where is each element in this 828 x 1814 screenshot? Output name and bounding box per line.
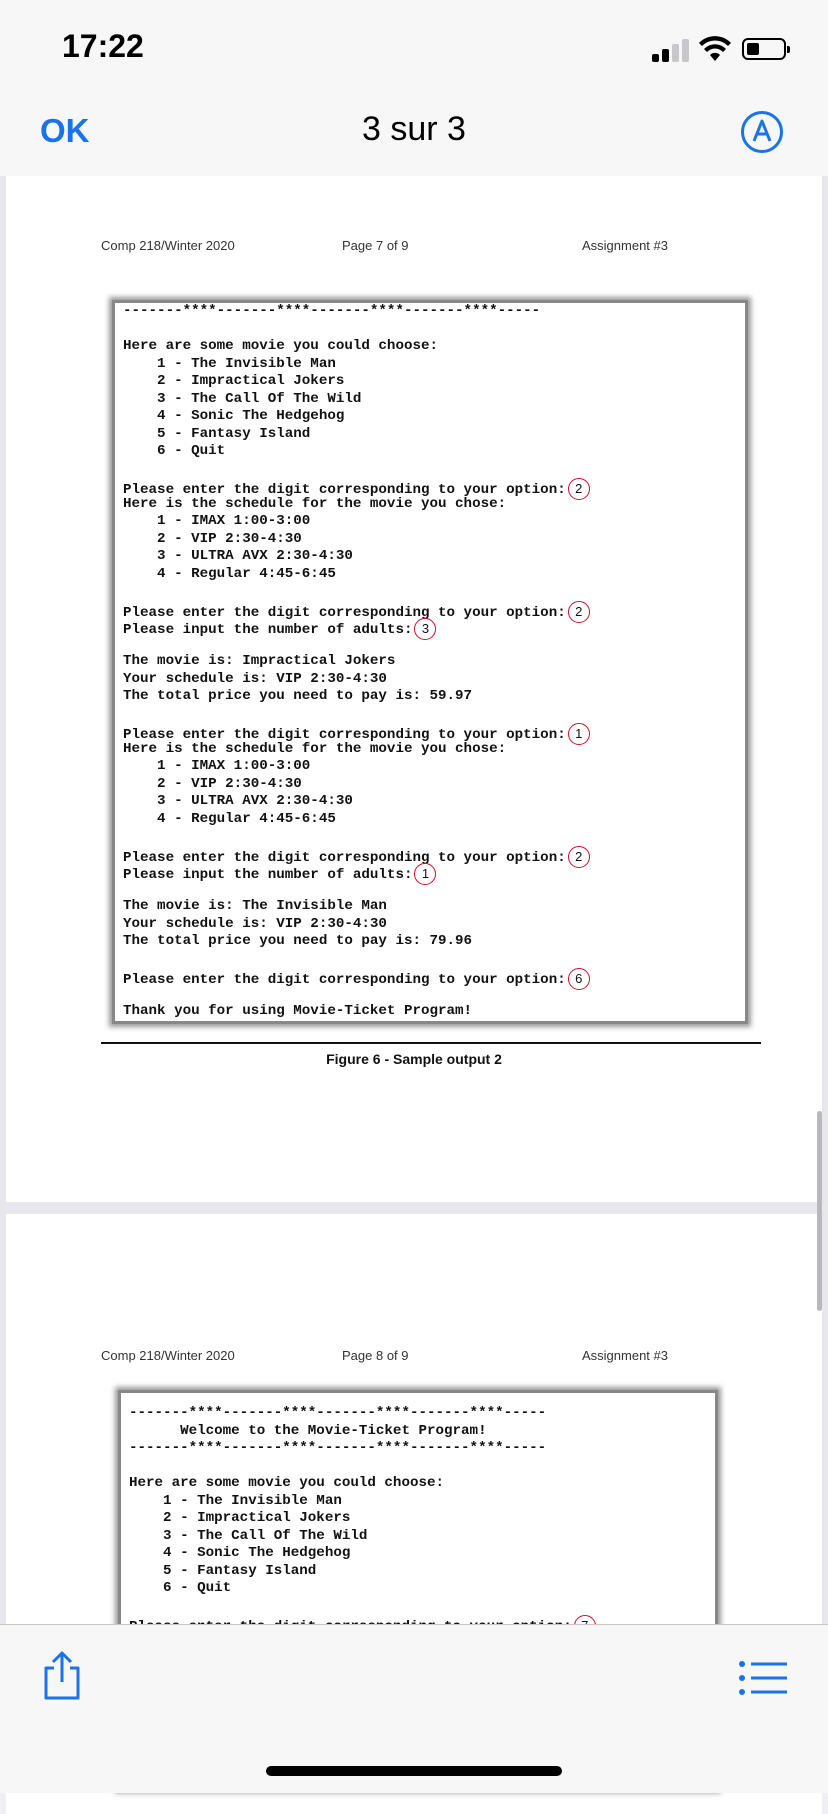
console-line bbox=[123, 426, 745, 444]
console-line bbox=[123, 373, 745, 391]
console-line bbox=[129, 1580, 715, 1598]
console-line-text: 2 - VIP 2:30-4:30 bbox=[123, 530, 302, 547]
figure-rule bbox=[101, 1042, 761, 1044]
console-line bbox=[123, 443, 745, 461]
console-line bbox=[123, 356, 745, 374]
console-line-text: 3 - ULTRA AVX 2:30-4:30 bbox=[123, 793, 353, 809]
console-line bbox=[123, 478, 745, 496]
console-line bbox=[129, 1458, 715, 1476]
circled-user-input: 2 bbox=[568, 846, 590, 868]
circled-user-input: 2 bbox=[568, 478, 590, 500]
console-line-text: 4 - Sonic The Hedgehog bbox=[129, 1545, 351, 1561]
console-line-text: The total price you need to pay is: 79.96 bbox=[123, 933, 473, 949]
document-viewer[interactable] bbox=[0, 176, 828, 1624]
console-line bbox=[123, 706, 745, 724]
console-line bbox=[129, 1475, 715, 1493]
console-line-text: Welcome to the Movie-Ticket Program! bbox=[129, 1422, 487, 1439]
status-time: 17:22 bbox=[62, 28, 144, 64]
console-line-text: 5 - Fantasy Island bbox=[123, 425, 311, 442]
markup-pen-icon[interactable] bbox=[740, 110, 784, 154]
page-indicator-title: 3 sur 3 bbox=[362, 110, 466, 148]
console-line bbox=[129, 1563, 715, 1581]
console-line bbox=[123, 321, 745, 339]
battery-icon bbox=[742, 38, 786, 60]
vertical-scrollbar[interactable] bbox=[817, 1111, 822, 1311]
page-header-page-number: Page 7 of 9 bbox=[342, 238, 409, 253]
status-bar bbox=[0, 0, 828, 90]
console-line-text: 2 - Impractical Jokers bbox=[123, 373, 345, 389]
console-line-text: Here are some movie you could choose: bbox=[129, 1475, 445, 1491]
console-line bbox=[123, 776, 745, 794]
console-line-text: Please enter the digit corresponding to your option: bbox=[123, 971, 566, 988]
console-line bbox=[123, 951, 745, 969]
home-indicator[interactable] bbox=[266, 1766, 562, 1776]
console-line bbox=[123, 636, 745, 654]
page-header-assignment: Assignment #3 bbox=[582, 238, 668, 253]
console-line-text: Here is the schedule for the movie you chose: bbox=[123, 495, 507, 512]
document-page-7 bbox=[6, 176, 822, 1202]
share-icon[interactable] bbox=[40, 1650, 84, 1702]
table-of-contents-icon[interactable] bbox=[738, 1660, 788, 1696]
console-line-text: 4 - Regular 4:45-6:45 bbox=[123, 565, 336, 582]
console-line bbox=[123, 566, 745, 584]
console-line bbox=[123, 863, 745, 881]
console-line-text: Please enter the digit corresponding to your option: bbox=[123, 726, 566, 743]
console-line-text: The total price you need to pay is: 59.97 bbox=[123, 688, 473, 704]
console-line bbox=[123, 811, 745, 829]
console-line-text: 6 - Quit bbox=[123, 443, 226, 459]
console-line-text: -------****-------****-------****-------****----- bbox=[123, 303, 541, 319]
console-line bbox=[123, 408, 745, 426]
console-line bbox=[129, 1545, 715, 1563]
figure-caption: Figure 6 - Sample output 2 bbox=[326, 1051, 502, 1067]
console-line bbox=[123, 846, 745, 864]
console-line bbox=[123, 741, 745, 759]
console-line bbox=[123, 461, 745, 479]
console-line-text: 4 - Sonic The Hedgehog bbox=[123, 408, 345, 424]
wifi-icon bbox=[698, 35, 732, 63]
page-header-assignment: Assignment #3 bbox=[582, 1348, 668, 1363]
console-line bbox=[129, 1598, 715, 1616]
console-line bbox=[123, 828, 745, 846]
console-line-text: -------****-------****-------****-------****----- bbox=[129, 1440, 547, 1456]
console-line-text: Please enter the digit corresponding to your option: bbox=[123, 481, 566, 498]
console-line-text: Please enter the digit corresponding to your option: bbox=[123, 849, 566, 866]
console-line bbox=[129, 1405, 715, 1423]
console-line bbox=[123, 601, 745, 619]
console-line-text: Thank you for using Movie-Ticket Program! bbox=[123, 1003, 473, 1019]
console-line bbox=[129, 1493, 715, 1511]
ok-button[interactable]: OK bbox=[40, 112, 90, 149]
circled-user-input: 6 bbox=[568, 968, 590, 990]
console-line-text: Here are some movie you could choose: bbox=[123, 338, 439, 354]
console-line bbox=[123, 496, 745, 514]
console-line-text: Please enter the digit corresponding to your option: bbox=[123, 604, 566, 621]
console-line-text: Please input the number of adults: bbox=[123, 621, 413, 638]
page-header-course: Comp 218/Winter 2020 bbox=[101, 1348, 235, 1363]
console-line-text: Your schedule is: VIP 2:30-4:30 bbox=[123, 670, 387, 687]
console-line bbox=[123, 303, 745, 321]
console-line-text: 3 - The Call Of The Wild bbox=[129, 1527, 368, 1544]
console-line-text: The movie is: Impractical Jokers bbox=[123, 653, 396, 669]
console-line bbox=[129, 1528, 715, 1546]
console-line bbox=[123, 583, 745, 601]
console-line bbox=[123, 513, 745, 531]
console-line-text: 6 - Quit bbox=[129, 1580, 232, 1596]
console-line bbox=[129, 1440, 715, 1458]
console-line bbox=[123, 986, 745, 1004]
circled-user-input: 1 bbox=[414, 863, 436, 885]
circled-user-input: 3 bbox=[414, 618, 436, 640]
console-line bbox=[123, 653, 745, 671]
circled-user-input: 1 bbox=[568, 723, 590, 745]
page-header-page-number: Page 8 of 9 bbox=[342, 1348, 409, 1363]
console-line-text: Here is the schedule for the movie you chose: bbox=[123, 740, 507, 757]
console-line bbox=[123, 391, 745, 409]
console-line bbox=[123, 1003, 745, 1021]
console-line bbox=[123, 898, 745, 916]
console-line bbox=[123, 723, 745, 741]
console-line bbox=[123, 793, 745, 811]
console-line-text: 1 - The Invisible Man bbox=[123, 355, 336, 372]
console-line-text: Your schedule is: VIP 2:30-4:30 bbox=[123, 915, 387, 932]
console-line-text: The movie is: The Invisible Man bbox=[123, 898, 387, 914]
console-output-screenshot bbox=[112, 300, 748, 1024]
console-line bbox=[123, 916, 745, 934]
console-line bbox=[123, 548, 745, 566]
console-line-text: 3 - The Call Of The Wild bbox=[123, 390, 362, 407]
console-line-text: 4 - Regular 4:45-6:45 bbox=[123, 810, 336, 827]
console-line-text: 2 - VIP 2:30-4:30 bbox=[123, 775, 302, 792]
console-line bbox=[123, 933, 745, 951]
console-line bbox=[129, 1510, 715, 1528]
console-line bbox=[123, 881, 745, 899]
console-line bbox=[123, 758, 745, 776]
console-line-text: Please input the number of adults: bbox=[123, 866, 413, 883]
console-line bbox=[123, 671, 745, 689]
console-line-text: 1 - IMAX 1:00-3:00 bbox=[123, 758, 311, 774]
cellular-signal-icon bbox=[652, 38, 692, 62]
console-line bbox=[129, 1423, 715, 1441]
console-line-text: 5 - Fantasy Island bbox=[129, 1562, 317, 1579]
console-line bbox=[123, 531, 745, 549]
circled-user-input: 2 bbox=[568, 601, 590, 623]
console-line bbox=[123, 338, 745, 356]
console-line-text: 1 - The Invisible Man bbox=[129, 1492, 342, 1509]
console-line bbox=[123, 618, 745, 636]
console-line-text: -------****-------****-------****-------****----- bbox=[129, 1405, 547, 1421]
console-line bbox=[123, 968, 745, 986]
console-line-text: 3 - ULTRA AVX 2:30-4:30 bbox=[123, 548, 353, 564]
console-line-text: 2 - Impractical Jokers bbox=[129, 1510, 351, 1526]
console-line-text: 1 - IMAX 1:00-3:00 bbox=[123, 513, 311, 529]
page-header-course: Comp 218/Winter 2020 bbox=[101, 238, 235, 253]
console-line bbox=[123, 688, 745, 706]
